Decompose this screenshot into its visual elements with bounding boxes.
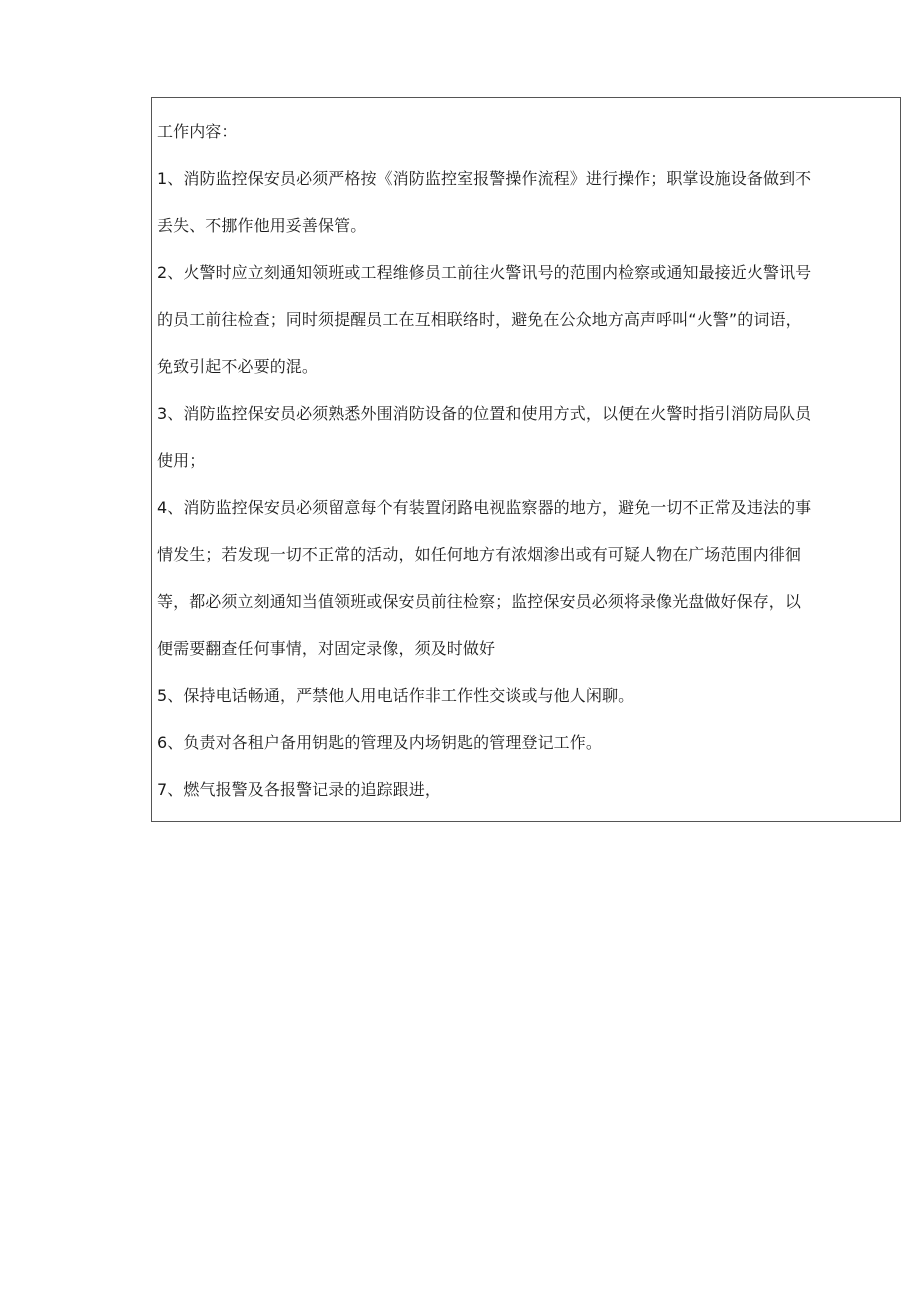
text-line: 免致引起不必要的混。 [157,357,319,376]
text-line: 使用； [157,451,206,470]
section-heading: 工作内容： [157,122,238,141]
text-line: 的员工前往检查；同时须提醒员工在互相联络时，避免在公众地方高声呼叫“火警”的词语， [157,310,802,329]
text-line: 情发生；若发现一切不正常的活动，如任何地方有浓烟渗出或有可疑人物在广场范围内徘徊 [157,545,802,564]
text-line: 2、火警时应立刻通知领班或工程维修员工前往火警讯号的范围内检察或通知最接近火警讯号 [157,263,812,282]
text-line: 3、消防监控保安员必须熟悉外围消防设备的位置和使用方式，以便在火警时指引消防局队员 [157,404,812,423]
text-line: 便需要翻查任何事情，对固定录像，须及时做好 [157,639,496,658]
text-line: 7、燃气报警及各报警记录的追踪跟进， [157,780,441,799]
work-content-box [151,97,901,822]
text-line: 6、负责对各租户备用钥匙的管理及内场钥匙的管理登记工作。 [157,733,602,752]
text-line: 5、保持电话畅通，严禁他人用电话作非工作性交谈或与他人闲聊。 [157,686,635,705]
text-line: 等，都必须立刻通知当值领班或保安员前往检察；监控保安员必须将录像光盘做好保存，以 [157,592,802,611]
text-line: 丢失、不挪作他用妥善保管。 [157,216,367,235]
text-line: 4、消防监控保安员必须留意每个有装置闭路电视监察器的地方，避免一切不正常及违法的事 [157,498,812,517]
text-line: 1、消防监控保安员必须严格按《消防监控室报警操作流程》进行操作；职掌设施设备做到不 [157,169,812,188]
